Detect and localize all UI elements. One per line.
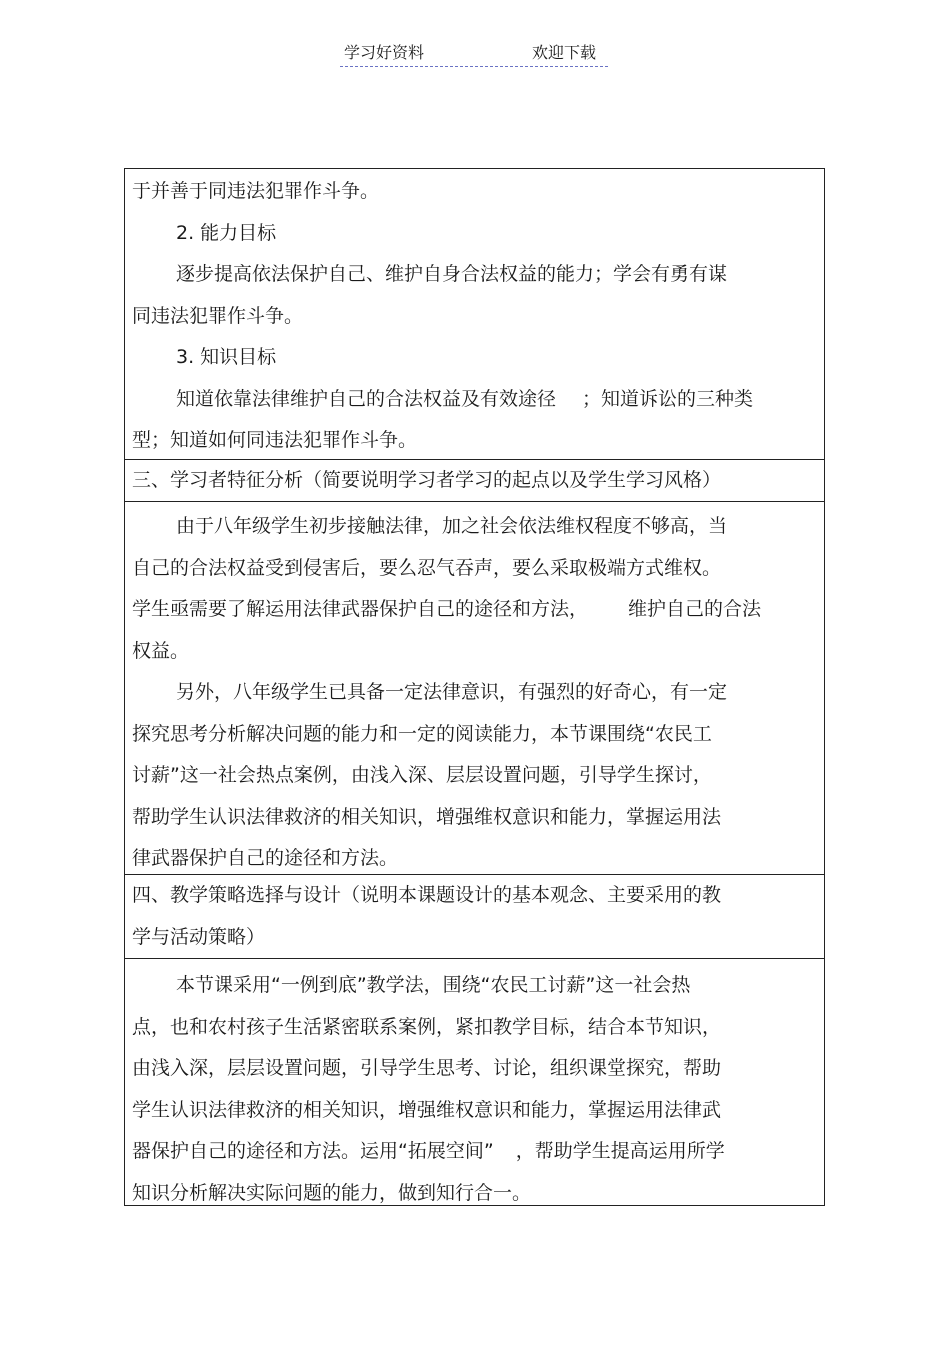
learner-line-2: 自己的合法权益受到侵害后，要么忍气吞声，要么采取极端方式维权。 [132,556,722,579]
learner-analysis-title: 三、学习者特征分析（简要说明学习者学习的起点以及学生学习风格） [132,469,722,491]
strategy-line-3: 由浅入深，层层设置问题，引导学生思考、讨论，组织课堂探究，帮助 [132,1057,722,1079]
ability-goal-line-1: 逐步提高依法保护自己、维护自身合法权益的能力；学会有勇有谋 [176,263,728,285]
learner-analysis-body [125,502,824,875]
learner-line-4: 权益。 [132,639,190,662]
ability-goal-heading: 2. 能力目标 [176,221,277,244]
learner-analysis-heading [125,460,824,502]
header-right-text: 欢迎下载 [532,43,597,62]
header-left-text: 学习好资料 [344,43,425,62]
learner-line-9: 律武器保护自己的途径和方法。 [132,847,399,869]
learner-line-7: 讨薪”这一社会热点案例，由浅入深、层层设置问题，引导学生探讨， [132,764,712,786]
goals-line-1: 于并善于同违法犯罪作斗争。 [132,180,380,202]
learner-line-5: 另外，八年级学生已具备一定法律意识，有强烈的好奇心，有一定 [176,681,728,703]
strategy-title-line-1: 四、教学策略选择与设计（说明本课题设计的基本观念、主要采用的教 [132,884,722,906]
knowledge-goal-heading: 3. 知识目标 [176,346,277,368]
strategy-line-5a: 器保护自己的途径和方法。运用“拓展空间” [132,1140,494,1162]
strategy-line-6: 知识分析解决实际问题的能力，做到知行合一。 [132,1181,532,1204]
knowledge-goal-line-1b: ；知道诉讼的三种类 [582,387,754,410]
learner-line-3a: 学生亟需要了解运用法律武器保护自己的途径和方法， [132,598,589,620]
knowledge-goal-line-1 [132,379,810,421]
strategy-line-5 [132,1131,810,1173]
page-header [340,40,608,67]
knowledge-goal-line-2: 型；知道如何同违法犯罪作斗争。 [132,429,418,451]
strategy-line-4: 学生认识法律救济的相关知识，增强维权意识和能力，掌握运用法律武 [132,1098,722,1121]
strategy-line-1: 本节课采用“一例到底”教学法，围绕“农民工讨薪”这一社会热 [176,974,691,996]
knowledge-goal-line-1a: 知道依靠法律维护自己的合法权益及有效途径 [176,387,557,410]
learner-line-3b: 维护自己的合法 [628,598,762,620]
strategy-title-line-2: 学与活动策略） [132,925,266,948]
ability-goal-line-2: 同违法犯罪作斗争。 [132,304,304,327]
strategy-line-5b: ，帮助学生提高运用所学 [515,1140,725,1162]
strategy-body [125,959,824,1205]
learner-line-6: 探究思考分析解决问题的能力和一定的阅读能力，本节课围绕“农民工 [132,722,712,745]
learner-line-3 [132,589,810,631]
learner-line-8: 帮助学生认识法律救济的相关知识，增强维权意识和能力，掌握运用法 [132,805,722,828]
strategy-heading [125,875,824,959]
strategy-line-2: 点，也和农村孩子生活紧密联系案例，紧扣教学目标，结合本节知识， [132,1015,722,1038]
learner-line-1: 由于八年级学生初步接触法律，加之社会依法维权程度不够高，当 [176,515,728,537]
goals-section [125,169,824,460]
lesson-plan-table [124,168,825,1206]
